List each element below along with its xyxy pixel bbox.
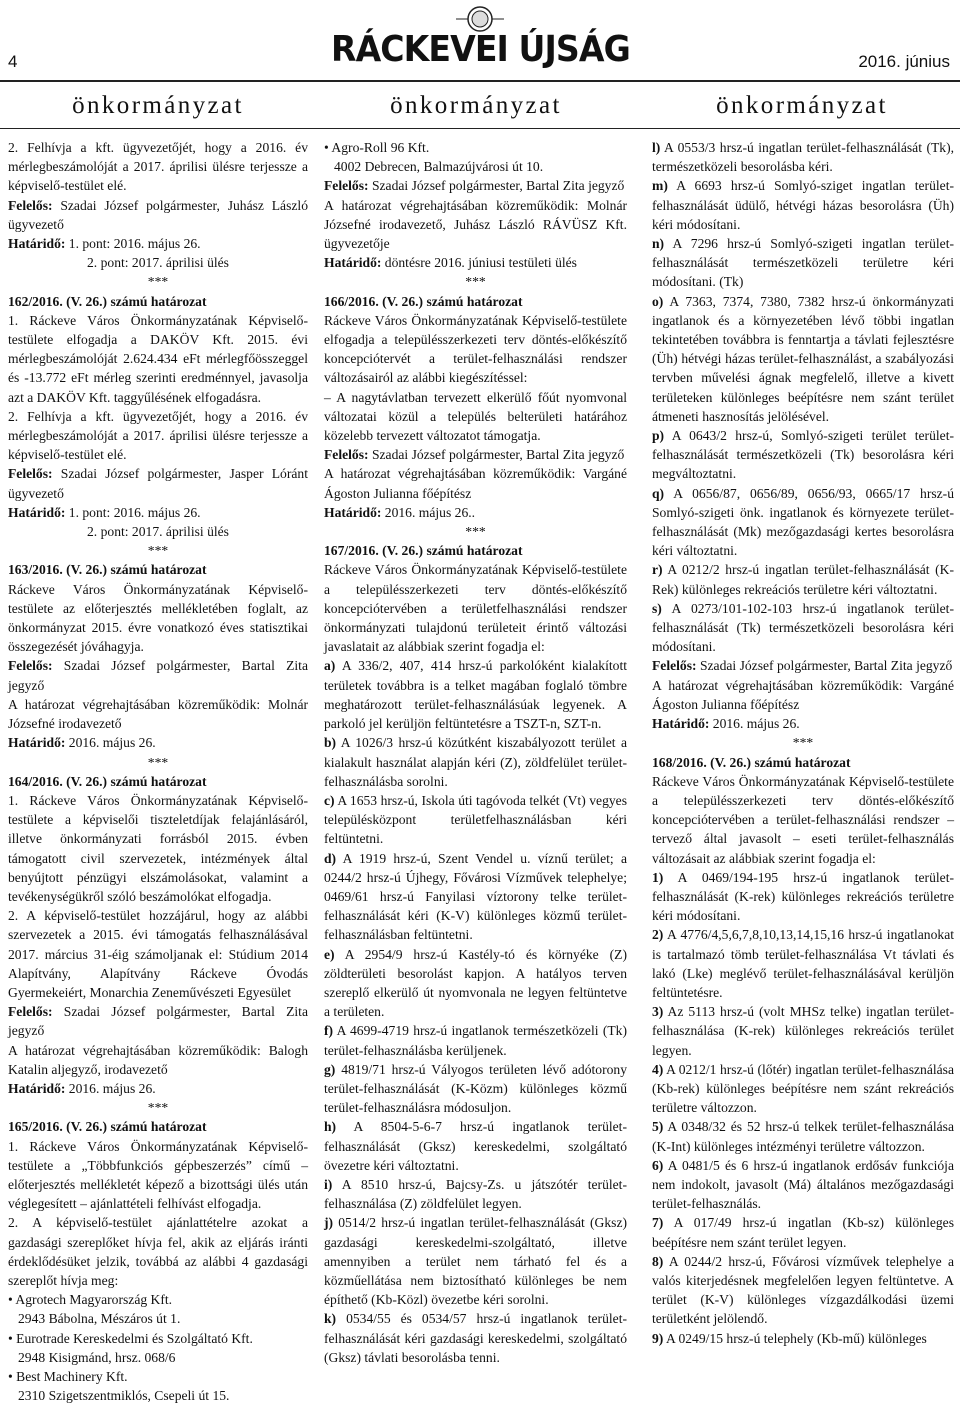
page-number: 4 — [8, 52, 18, 71]
section-header-row — [0, 92, 960, 128]
paragraph — [8, 772, 308, 791]
bold-label: 164/2016. (V. 26.) számú határozat — [8, 773, 207, 789]
paragraph — [324, 541, 627, 560]
paragraph: 7) A 017/49 hrsz-ú ingatlan (Kb-sz) különleges beépítésre nem szánt terület legyen. — [652, 1215, 954, 1250]
bold-label: Határidő: — [8, 236, 66, 252]
paragraph: A határozat végrehajtásában közreműködik: Vargáné Ágoston Julianna főépítész — [324, 466, 627, 501]
paragraph — [324, 292, 627, 311]
paragraph: *** — [147, 1100, 169, 1116]
bold-label: 4) — [652, 1061, 664, 1077]
bold-label: 167/2016. (V. 26.) számú határozat — [324, 543, 523, 559]
bold-label: 165/2016. (V. 26.) számú határozat — [8, 1119, 207, 1135]
bold-label: h) — [324, 1119, 337, 1135]
issue-date: 2016. június — [858, 52, 950, 71]
section-rule — [0, 128, 960, 129]
list-item: • Eurotrade Kereskedelmi és Szolgáltató Kft. — [8, 1329, 308, 1348]
header-rule — [0, 80, 960, 82]
paragraph: Felelős: Szadai József polgármester, Bartal Zita jegyző — [8, 1004, 308, 1039]
bold-label: a) — [324, 658, 336, 674]
paragraph: 2. pont: 2017. áprilisi ülés — [87, 524, 229, 540]
bold-label: Határidő: — [324, 255, 382, 271]
list-item: • Agrotech Magyarország Kft. — [8, 1290, 308, 1309]
bold-label: 6) — [652, 1157, 664, 1173]
bold-label: r) — [652, 562, 663, 578]
paragraph: *** — [465, 524, 486, 540]
paragraph: 4) A 0212/1 hrsz-ú (lőtér) ingatlan terület-felhasználása (Kb-rek) különleges beépítésre nem szánt rekreációs területre változzon. — [652, 1061, 954, 1116]
paragraph: 2) A 4776/4,5,6,7,8,10,13,14,15,16 hrsz-ú ingatlanokat is tartalmazó tömb terület-felhasználása Vt távlati és lakó (Lke) meglévő terület-felhasználásával kerüljön feltüntetésre. — [652, 927, 954, 1000]
paragraph: 1) A 0469/194-195 hrsz-ú ingatlanok terület-felhasználását (K-rek) különleges rekreációs területre kéri módosítani. — [652, 869, 954, 924]
bold-label: c) — [324, 792, 335, 808]
paragraph: Határidő: 1. pont: 2016. május 26. — [8, 504, 201, 520]
list-item: • Best Machinery Kft. — [8, 1367, 308, 1386]
bold-label: m) — [652, 178, 668, 194]
paragraph: Felelős: Szadai József polgármester, Bartal Zita jegyző — [652, 658, 953, 674]
paragraph: c) A 1653 hrsz-ú, Iskola úti tagóvoda telkét (Vt) vegyes településközpont területfelhasználásban kéri feltüntetni. — [324, 792, 627, 847]
paragraph: A határozat végrehajtásában közreműködik: Balogh Katalin aljegyző, irodavezető — [8, 1042, 308, 1077]
bold-label: p) — [652, 428, 665, 444]
bold-label: Felelős: — [324, 178, 369, 194]
paragraph: k) 0534/55 és 0534/57 hrsz-ú ingatlanok terület-felhasználását kéri gazdasági kereskedelmi, szolgáltató (Gksz) távlati besorolásba tenni. — [324, 1311, 627, 1365]
bold-label: Felelős: — [324, 447, 369, 463]
paragraph: j) 0514/2 hrsz-ú ingatlan terület-felhasználását (Gksz) gazdasági kereskedelmi-szolgáltató, illetve amennyiben a terület nem tárható fel és a közműellátása nem biztosítható különleges be nem építhető (Kb-Közl) övezetbe kéri sorolni. — [324, 1215, 627, 1308]
bold-label: Felelős: — [8, 1004, 53, 1020]
publication-title: RÁCKEVEI ÚJSÁG — [330, 29, 630, 70]
paragraph: 4002 Debrecen, Balmazújvárosi út 10. — [334, 159, 544, 175]
bold-label: 5) — [652, 1119, 664, 1135]
text-column-3 — [652, 138, 954, 1348]
bold-label: 8) — [652, 1253, 664, 1269]
bold-label: o) — [652, 293, 664, 309]
text-column-2 — [324, 138, 627, 1367]
paragraph — [652, 753, 954, 772]
bold-label: 1) — [652, 869, 664, 885]
paragraph: Ráckeve Város Önkormányzatának Képviselő-testülete az előterjesztés mellékletében foglalt, az önkormányzat 2015. évre vonatkozó éves statisztikai összegezését jóváhagyja. — [8, 581, 308, 655]
paragraph: 2. A képviselő-testület hozzájárul, hogy az alábbi szervezetek a 2015. évi támogatás felhasználásával 2017. március 31-éig számoljanak el: Stúdium 2014 Alapítvány, Alapítvány Ráckeve Óvodás Gyermekeiért, Monarchia Zeneművészeti Egyesület — [8, 908, 308, 1000]
bold-label: n) — [652, 236, 665, 252]
paragraph — [8, 1117, 308, 1136]
masthead — [0, 0, 960, 68]
paragraph: Felelős: Szadai József polgármester, Juhász László ügyvezető — [8, 197, 308, 232]
paragraph: a) A 336/2, 407, 414 hrsz-ú parkolóként kialakított területek továbbra is a telket magában foglaló tömbre meghatározott terület-felhasználásúak legyenek. A parkoló jel kerüljön feltüntetésre a TSZT-n, SZT-n. — [324, 658, 627, 732]
paragraph: *** — [465, 274, 486, 290]
paragraph: r) A 0212/2 hrsz-ú ingatlan terület-felhasználását (K-Rek) különleges rekreációs területre kéri változtatni. — [652, 562, 954, 597]
bold-label: e) — [324, 946, 335, 962]
paragraph: o) A 7363, 7374, 7380, 7382 hrsz-ú önkormányzati ingatlanok és a környezetében lévő többi ingatlan tekintetében továbbra is fenntartja a távlati fejlesztésre (Üh) hétvégi házas terület-felhasználást, a szabályozási tervben művelési ágnak megfelelő, illetve a kivett területeken különleges beépítésre nem szánt terület átmeneti hasznosítás jelölésével. — [652, 293, 954, 424]
paragraph: A határozat végrehajtásában közreműködik: Molnár Józsefné irodavezető — [8, 696, 308, 732]
paragraph: 2. pont: 2017. áprilisi ülés — [87, 255, 229, 271]
paragraph: Felelős: Szadai József polgármester, Bartal Zita jegyző — [324, 447, 625, 463]
paragraph: 9) A 0249/15 hrsz-ú telephely (Kb-mű) különleges — [652, 1330, 927, 1346]
bold-label: Határidő: — [652, 716, 710, 732]
paragraph: m) A 6693 hrsz-ú Somlyó-sziget ingatlan terület-felhasználását üdülő, hétvégi házas besorolásra (Üh) kéri módosítani. — [652, 178, 954, 232]
paragraph: p) A 0643/2 hrsz-ú, Somlyó-szigeti terület terület-felhasználását természetközeli (Tk) besorolásra kéri megváltoztatni. — [652, 428, 954, 482]
paragraph: A határozat végrehajtásában közreműködik: Vargáné Ágoston Julianna főépítész — [652, 677, 954, 712]
bold-label: l) — [652, 140, 661, 155]
paragraph: 5) A 0348/32 és 52 hrsz-ú telkek terület-felhasználása (K-Int) különleges intézményi területre változzon. — [652, 1119, 954, 1154]
paragraph: Felelős: Szadai József polgármester, Bartal Zita jegyző — [8, 658, 308, 693]
logo — [318, 4, 643, 68]
bold-label: Határidő: — [324, 504, 382, 520]
bold-label: 168/2016. (V. 26.) számú határozat — [652, 754, 851, 770]
paragraph: 2943 Bábolna, Mészáros út 1. — [18, 1311, 181, 1327]
paragraph: e) A 2954/9 hrsz-ú Kastély-tó és környéke (Z) zöldterületi besorolást kapjon. A hatályos terven szereplő elkerülő út nyomvonala ne legyen feltüntetve a területen. — [324, 946, 627, 1020]
bold-label: Határidő: — [8, 735, 66, 751]
paragraph: Határidő: 2016. május 26.. — [324, 504, 476, 520]
paragraph: 6) A 0481/5 és 6 hrsz-ú ingatlanok erdősáv funkciója nem indokolt, javasolt (Má) általános mezőgazdasági terület-felhasználás. — [652, 1157, 954, 1212]
section-label: önkormányzat — [72, 92, 244, 119]
paragraph: *** — [792, 735, 814, 751]
bold-label: 166/2016. (V. 26.) számú határozat — [324, 293, 523, 309]
bold-label: g) — [324, 1061, 336, 1077]
bold-label: 9) — [652, 1330, 664, 1346]
bold-label: Felelős: — [8, 658, 53, 674]
paragraph — [8, 560, 308, 579]
paragraph: 1. Ráckeve Város Önkormányzatának Képviselő-testülete elfogadja a DAKÖV Kft. 2015. évi mérlegbeszámolóját 2.624.434 eFt mérlegfőösszeggel és -13.772 eFt mérleg szerinti eredménnyel, javasolja azt a DAKÖV Kft. taggyűlésének elfogadásra. — [8, 312, 308, 405]
bold-label: 7) — [652, 1215, 664, 1231]
section-label: önkormányzat — [716, 92, 888, 119]
paragraph: Határidő: 1. pont: 2016. május 26. — [8, 236, 201, 252]
paragraph: n) A 7296 hrsz-ú Somlyó-szigeti ingatlan terület-felhasználását természetközeli területre kéri módosítani. (Tk) — [652, 236, 954, 290]
paragraph: Határidő: 2016. május 26. — [8, 1080, 156, 1096]
bold-label: 2) — [652, 927, 664, 943]
bold-label: f) — [324, 1023, 334, 1039]
bold-label: Határidő: — [8, 1080, 66, 1096]
bold-label: 162/2016. (V. 26.) számú határozat — [8, 293, 207, 309]
paragraph: i) A 8510 hrsz-ú, Bajcsy-Zs. u játszótér terület-felhasználása (Z) zöldfelület legyen. — [324, 1176, 627, 1212]
paragraph: d) A 1919 hrsz-ú, Szent Vendel u. víznű terület; a 0244/2 hrsz-ú Újhegy, Fővárosi Vízművek telephelye; 0469/61 hrsz-ú Fanyilasi víztorony telke terület-felhasználását kéri (K-V) különleges közmű terület-felhasználásban feltüntetni. — [324, 850, 627, 943]
paragraph: 2. A képviselő-testület ajánlattételre azokat a gazdasági szereplőket hívja fel, akik az eljárás iránti érdeklődésüket jelzik, továbbá az alábbi 4 gazdasági szereplőt hívja meg: — [8, 1215, 308, 1288]
paragraph: Határidő: 2016. május 26. — [8, 735, 156, 751]
bold-label: 3) — [652, 1004, 664, 1020]
bold-label: Felelős: — [652, 658, 697, 674]
paragraph: 8) A 0244/2 hrsz-ú, Fővárosi vízművek telephelye a valós kiterjedésnek megfelelően legyen feltüntetve. A terület (K-V) különleges vízgazdálkodási üzemi területként jelölendő. — [652, 1253, 954, 1327]
paragraph — [8, 292, 308, 311]
bold-label: Felelős: — [8, 466, 53, 482]
paragraph: h) A 8504-5-6-7 hrsz-ú ingatlanok terület-felhasználását (Gksz) kereskedelmi, szolgáltató övezetre kéri változtatni. — [324, 1119, 627, 1173]
paragraph: g) 4819/71 hrsz-ú Vályogos területen lévő adótorony terület-felhasználását (K-Közm) különleges közmű terület-felhasználásra módosuljon. — [324, 1061, 627, 1116]
paragraph: 2. Felhívja a kft. ügyvezetőjét, hogy a 2016. év mérlegbeszámolóját a 2017. áprilisi ülésre terjessze a képviselő-testület elé. — [8, 140, 308, 194]
paragraph: Ráckeve Város Önkormányzatának Képviselő-testülete a településszerkezeti terv döntés-előkészítő koncepciótervében a területfelhasználási rendszer önkormányzati tulajdonú területeit érintő változási javaslatait az alábbiak szerint fogadja el: — [324, 562, 627, 655]
bold-label: b) — [324, 735, 337, 751]
bold-label: Határidő: — [8, 504, 66, 520]
list-item: • Agro-Roll 96 Kft. — [324, 138, 627, 157]
paragraph: s) A 0273/101-102-103 hrsz-ú ingatlanok terület-felhasználását (Tk) természetközeli besorolásra kéri módosítani. — [652, 600, 954, 655]
paragraph: Ráckeve Város Önkormányzatának Képviselő-testülete elfogadja a településszerkezeti terv döntés-előkészítő koncepciótervét a terület-felhasználási rendszer változásairól az alábbi kiegészítéssel: — [324, 312, 627, 386]
paragraph: *** — [147, 543, 169, 559]
text-column-1 — [8, 138, 308, 1405]
paragraph: 2. Felhívja a kft. ügyvezetőjét, hogy a 2016. év mérlegbeszámolóját a 2017. áprilisi ülésre terjessze a képviselő-testület elé. — [8, 408, 308, 463]
bold-label: 163/2016. (V. 26.) számú határozat — [8, 562, 207, 578]
paragraph: 1. Ráckeve Város Önkormányzatának Képviselő-testülete a képviselői tiszteletdíjak felajánlásáról, illetve önkormányzati forrásból 2015. évben támogatott civil szervezetek, intézmények által benyújtott pénzügyi elszámolásokat, valamint a tevékenységükről szóló beszámolókat elfogadja. — [8, 792, 308, 904]
bold-label: i) — [324, 1176, 333, 1192]
bold-label: q) — [652, 485, 665, 501]
paragraph: 1. Ráckeve Város Önkormányzatának Képviselő-testülete a „Többfunkciós gépbeszerzés” című – előterjesztés mellékletét képező a bizottsági ülés után véglegesített – ajánlattételi felhívást elfogadja. — [8, 1138, 308, 1212]
paragraph: *** — [147, 754, 169, 770]
paragraph: *** — [147, 274, 169, 290]
page-header — [0, 0, 960, 74]
section-label: önkormányzat — [390, 92, 562, 119]
paragraph: Felelős: Szadai József polgármester, Bartal Zita jegyző — [324, 178, 625, 194]
paragraph: 2948 Kisigmánd, hrsz. 068/6 — [18, 1349, 176, 1365]
paragraph: l) A 0553/3 hrsz-ú ingatlan terület-felhasználását (Tk), természetközeli besorolásba kéri. — [652, 140, 954, 175]
paragraph: – A nagytávlatban tervezett elkerülő főút nyomvonal változatai közül a település belterületi határához közelebb tervezett változatot támogatja. — [324, 389, 627, 444]
paragraph: q) A 0656/87, 0656/89, 0656/93, 0665/17 hrsz-ú Somlyó-szigeti önk. ingatlanok és környezete terület-felhasználását (Mk) mezőgazdasági kertes besorolásra kéri változtatni. — [652, 485, 954, 559]
bold-label: j) — [324, 1215, 334, 1231]
bold-label: s) — [652, 600, 662, 616]
paragraph: Határidő: 2016. május 26. — [652, 716, 800, 732]
paragraph: b) A 1026/3 hrsz-ú közútként kiszabályozott terület a kialakult használat alapján kéri (Z), zöldfelület terület-felhasználásba sorolni. — [324, 735, 627, 789]
paragraph: Ráckeve Város Önkormányzatának Képviselő-testülete a településszerkezeti terv döntés-előkészítő koncepciótervében a terület-felhasználási rendszer – tervező által javasolt – eseti terület-felhasználás változásait az alábbiak szerint fogadja el: — [652, 773, 954, 866]
bold-label: k) — [324, 1311, 337, 1327]
paragraph: Felelős: Szadai József polgármester, Jasper Lóránt ügyvezető — [8, 466, 308, 501]
paragraph: 2310 Szigetszentmiklós, Csepeli út 15. — [18, 1388, 230, 1404]
paragraph: A határozat végrehajtásában közreműködik: Molnár Józsefné irodavezető, Juhász László RÁVÜSZ Kft. ügyvezetője — [324, 197, 627, 252]
bold-label: Felelős: — [8, 197, 53, 213]
paragraph: Határidő: döntésre 2016. júniusi testületi ülés — [324, 255, 577, 271]
bold-label: d) — [324, 850, 337, 866]
paragraph: 3) Az 5113 hrsz-ú (volt MHSz telke) ingatlan terület-felhasználása (K-rek) különleges rekreációs terület legyen. — [652, 1004, 954, 1058]
paragraph: f) A 4699-4719 hrsz-ú ingatlanok természetközeli (Tk) terület-felhasználásba kerüljenek. — [324, 1023, 627, 1058]
